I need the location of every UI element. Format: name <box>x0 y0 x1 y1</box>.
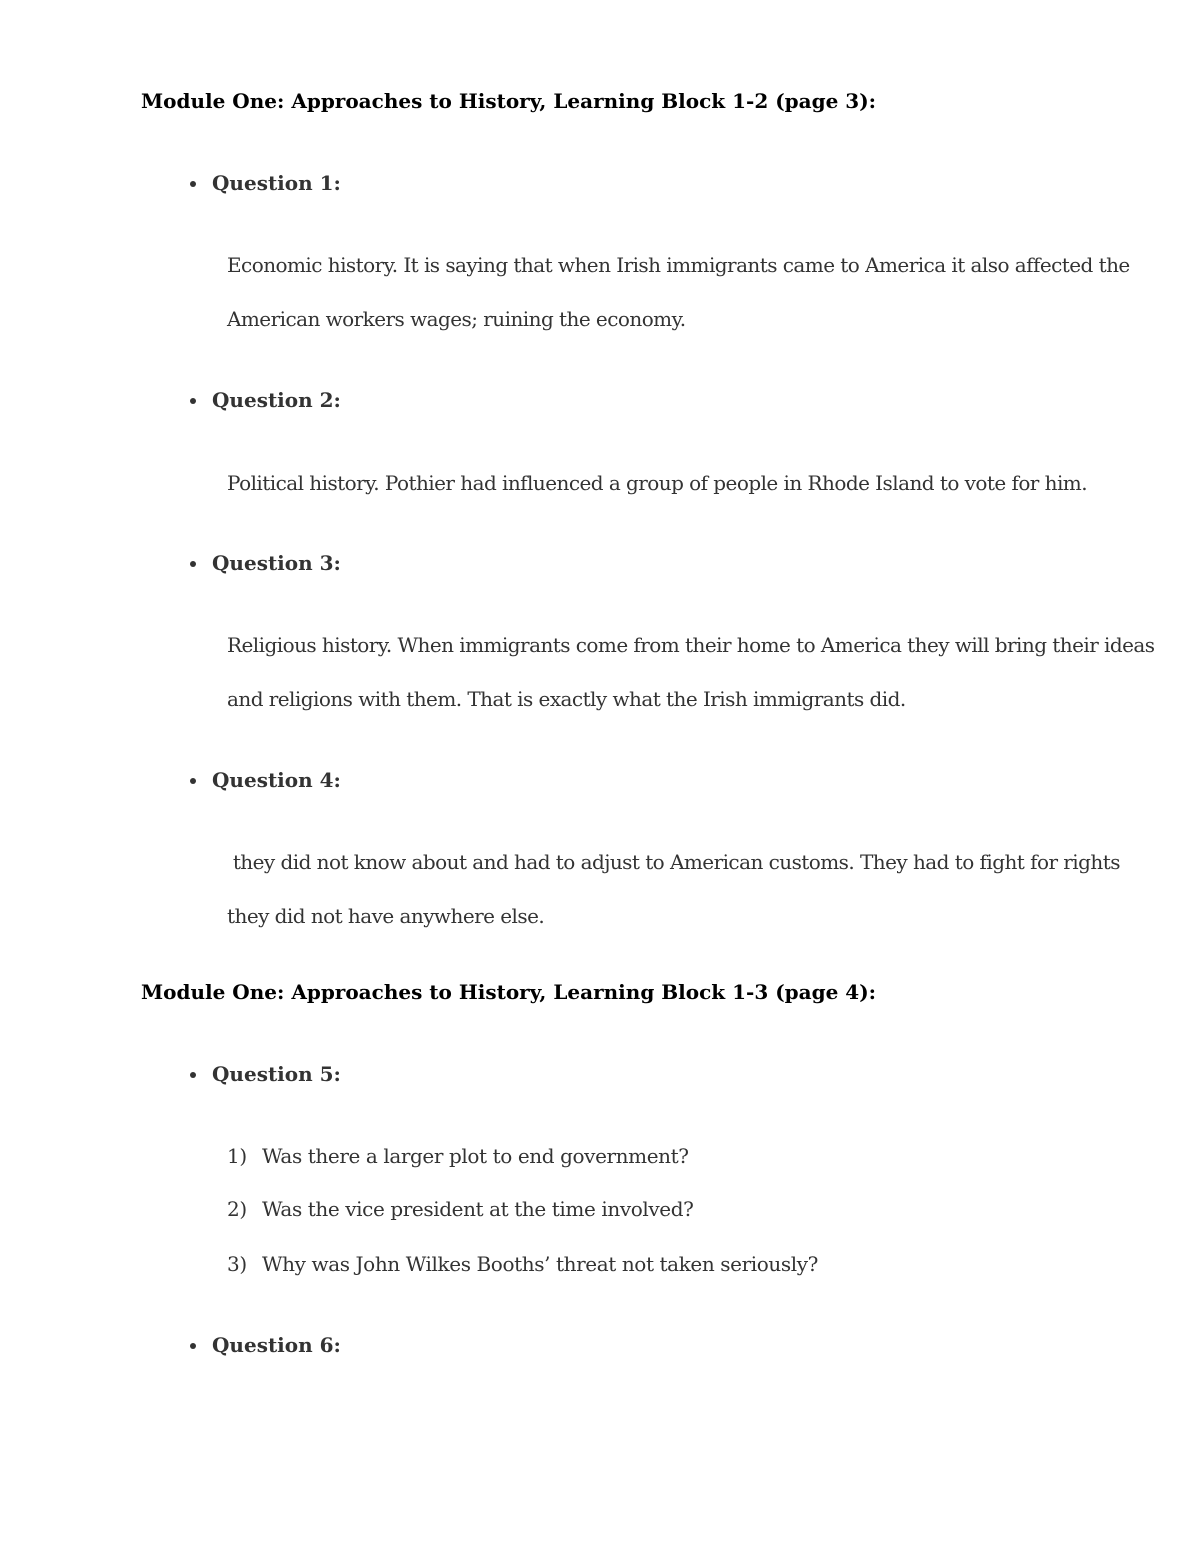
list-item <box>227 1197 693 1221</box>
question-6-label: Question 6: <box>212 1333 341 1357</box>
list-item-text: Why was John Wilkes Booths’ threat not taken seriously? <box>262 1252 818 1276</box>
list-item-text: Was the vice president at the time involved? <box>262 1197 694 1221</box>
question-1-label: Question 1: <box>212 171 341 195</box>
bullet-icon <box>190 1343 196 1349</box>
question-3-answer: Religious history. When immigrants come from their home to America they will bring their ideas and religions with them. That is exactly what the Irish immigrants did. <box>227 633 1155 711</box>
bullet-icon <box>190 561 196 567</box>
list-item-number: 2) <box>227 1197 247 1221</box>
list-item-number: 3) <box>227 1252 247 1276</box>
bullet-icon <box>190 181 196 187</box>
bullet-icon <box>190 1072 196 1078</box>
section-heading-1: Module One: Approaches to History, Learning Block 1-2 (page 3): <box>141 89 877 113</box>
question-2-answer: Political history. Pothier had influenced a group of people in Rhode Island to vote for him. <box>227 471 1088 495</box>
question-4-answer: they did not know about and had to adjust to American customs. They had to fight for rights they did not have anywhere else. <box>227 850 1126 928</box>
question-3-label: Question 3: <box>212 551 341 575</box>
list-item <box>227 1252 818 1276</box>
question-1-answer: Economic history. It is saying that when Irish immigrants came to America it also affected the American workers wages; ruining the economy. <box>227 253 1130 331</box>
bullet-icon <box>190 398 196 404</box>
section-heading-2: Module One: Approaches to History, Learning Block 1-3 (page 4): <box>141 980 877 1004</box>
bullet-icon <box>190 778 196 784</box>
list-item-text: Was there a larger plot to end government? <box>262 1144 689 1168</box>
question-4-label: Question 4: <box>212 768 341 792</box>
list-item <box>227 1144 689 1168</box>
question-2-label: Question 2: <box>212 388 341 412</box>
list-item-number: 1) <box>227 1144 247 1168</box>
question-5-label: Question 5: <box>212 1062 341 1086</box>
